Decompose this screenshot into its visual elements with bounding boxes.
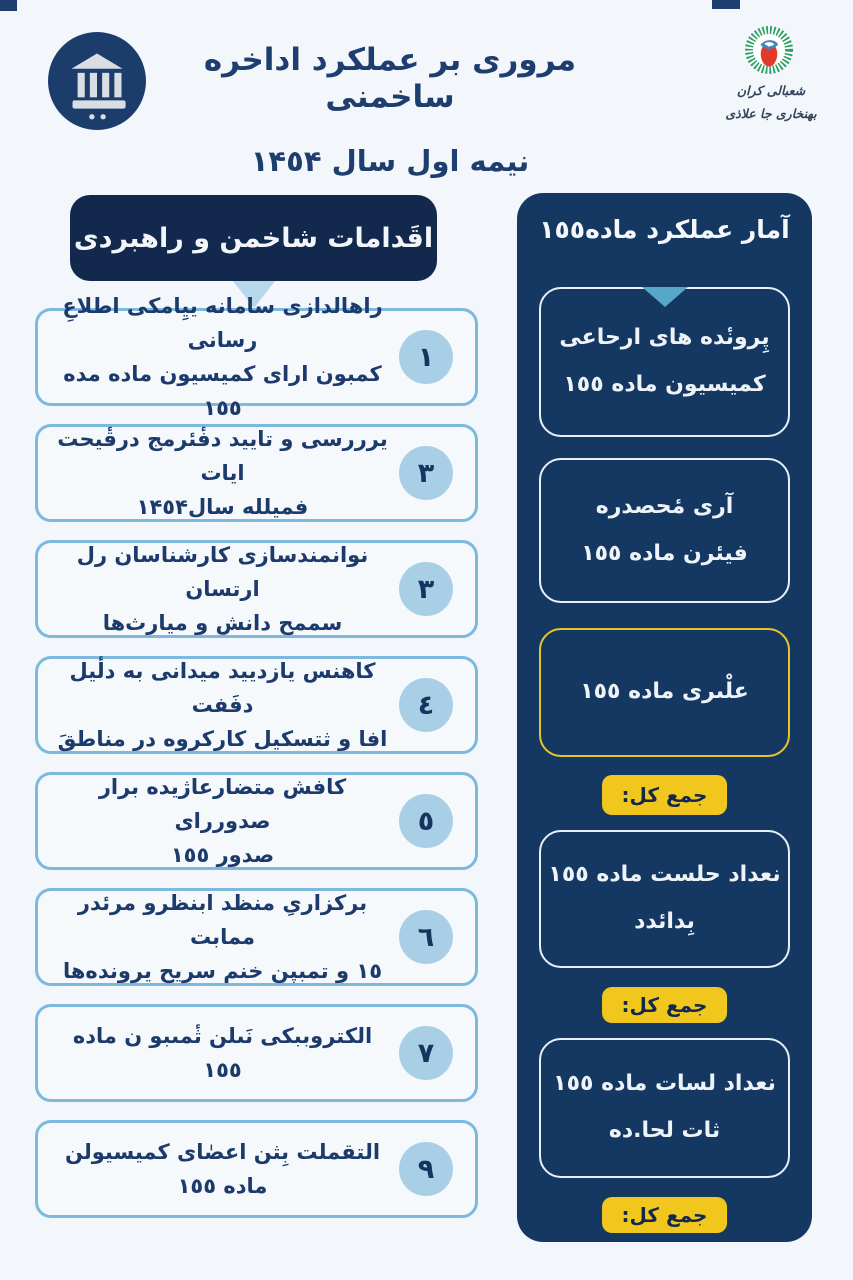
item-text-line2: افا و ثتسکیل کارکروه در مناطقَ <box>57 727 388 752</box>
stat-box-line1: علْىری ماده ۱٥٥ <box>580 679 749 705</box>
strategic-actions-header <box>70 195 437 281</box>
item-number-badge: ٧ <box>399 1026 453 1080</box>
item-text <box>38 289 393 425</box>
total-badge-label: جمع کل: <box>621 1203 708 1227</box>
stat-box-sessions <box>539 830 790 968</box>
stat-box-line2: بِدائدد <box>634 909 695 934</box>
item-text-line1: التقملت بِثن اعصٰای کمیسیولن ماده ۱٥٥ <box>64 1139 381 1198</box>
list-item <box>35 424 478 522</box>
item-number-badge: ٩ <box>399 1142 453 1196</box>
page-title-line2: نیمه اول سال ۱۴٥۴ <box>250 144 530 179</box>
item-number-badge: ٣ <box>399 446 453 500</box>
list-item <box>35 293 478 421</box>
item-text <box>38 1135 393 1203</box>
stats-panel-title: آمار عملکرد ماده۱٥٥ <box>539 215 790 244</box>
stat-box-line2: ثات لحا.ده <box>608 1118 721 1143</box>
strategic-actions-header-label: اقَدامات شاخمن و راهبردی <box>73 222 434 254</box>
item-text <box>38 1019 393 1087</box>
item-number-badge: ١ <box>399 330 453 384</box>
item-text-line2: سممح دانش و میارث‌ها <box>102 611 343 636</box>
item-number-badge: ٤ <box>399 678 453 732</box>
total-badge <box>602 987 728 1023</box>
page-title <box>150 42 630 178</box>
bank-building-icon <box>48 32 146 130</box>
stat-box-line2: کمیسیون ماده ۱٥٥ <box>563 372 766 397</box>
item-number-badge: ٣ <box>399 562 453 616</box>
notch-triangle-icon <box>642 287 688 307</box>
list-item <box>35 772 478 870</box>
total-badge-label: جمع کل: <box>621 993 708 1017</box>
item-text <box>38 422 393 524</box>
stat-box-meetings <box>539 1038 790 1178</box>
total-badge <box>602 1197 728 1233</box>
item-number-badge: ٥ <box>399 794 453 848</box>
municipality-emblem-icon <box>745 26 793 74</box>
total-badge <box>602 775 728 815</box>
emblem-caption-line2: بهنخاری جا علاذی <box>725 105 817 121</box>
list-item <box>35 656 478 754</box>
item-text <box>38 654 393 756</box>
item-text <box>38 770 393 872</box>
list-item <box>35 540 478 638</box>
item-text-line2: کمبون ارای کمیسیون ماده مده ۱٥٥ <box>63 362 382 421</box>
corner-artifact <box>712 0 740 9</box>
stat-box-highlight <box>539 628 790 757</box>
item-text-line1: برکزاریِ منظد ابنظرو مرئدر ممابت <box>77 890 368 949</box>
item-text <box>38 886 393 988</box>
item-text-line2: صدور ۱٥٥ <box>170 843 275 868</box>
list-item <box>35 1004 478 1102</box>
item-number-badge: ٦ <box>399 910 453 964</box>
stat-box-referred-cases <box>539 287 790 437</box>
corner-artifact <box>0 0 17 11</box>
stat-box-line2: فیئرن ماده ۱٥٥ <box>581 540 748 566</box>
item-text-line2: فمیلله سال۱۴٥۴ <box>136 495 309 520</box>
list-item <box>35 888 478 986</box>
stat-box-line1: نعداد لسات ماده ۱٥٥ <box>553 1071 776 1097</box>
item-text-line1: الکتروببکی نَىلن ثٔمىبو ن ماده ۱٥٥ <box>72 1023 373 1082</box>
stats-panel <box>517 193 812 1242</box>
actions-list <box>35 293 478 1236</box>
item-text-line1: کاهنس یازدیید میدانی به دلٔیل دفَفت <box>69 658 376 717</box>
stat-box-line1: نعداد حلست ماده ۱٥٥ <box>548 862 781 888</box>
stat-box-votes <box>539 458 790 603</box>
page-title-line1: مروری بر عملکرد اداخره ساخمنی <box>203 42 577 116</box>
list-item <box>35 1120 478 1218</box>
item-text-line1: راهالدازی سامانه ییِامکی اطلاعِ رسانی <box>62 293 383 352</box>
item-text-line1: نوانمندسازی کارشناسان رل ارتسان <box>76 542 369 601</box>
item-text-line2: ۱٥ و تمبپن خنم سریح یرونده‌ها <box>62 959 383 984</box>
emblem-caption <box>716 80 826 125</box>
item-text <box>38 538 393 640</box>
stat-box-line1: پِرونٔده های ارحاعی <box>559 325 770 351</box>
total-badge-label: جمع کل: <box>621 783 708 807</box>
item-text-line1: کافش متضارعاژیده برار صدوررای <box>98 774 347 833</box>
stat-box-line1: آری مٔحصدره <box>595 493 734 519</box>
item-text-line1: یرررسی و تایید دفٔئرمج درقٔیحت ایات <box>57 426 388 485</box>
emblem-caption-line1: شعبالی کران <box>736 83 806 98</box>
